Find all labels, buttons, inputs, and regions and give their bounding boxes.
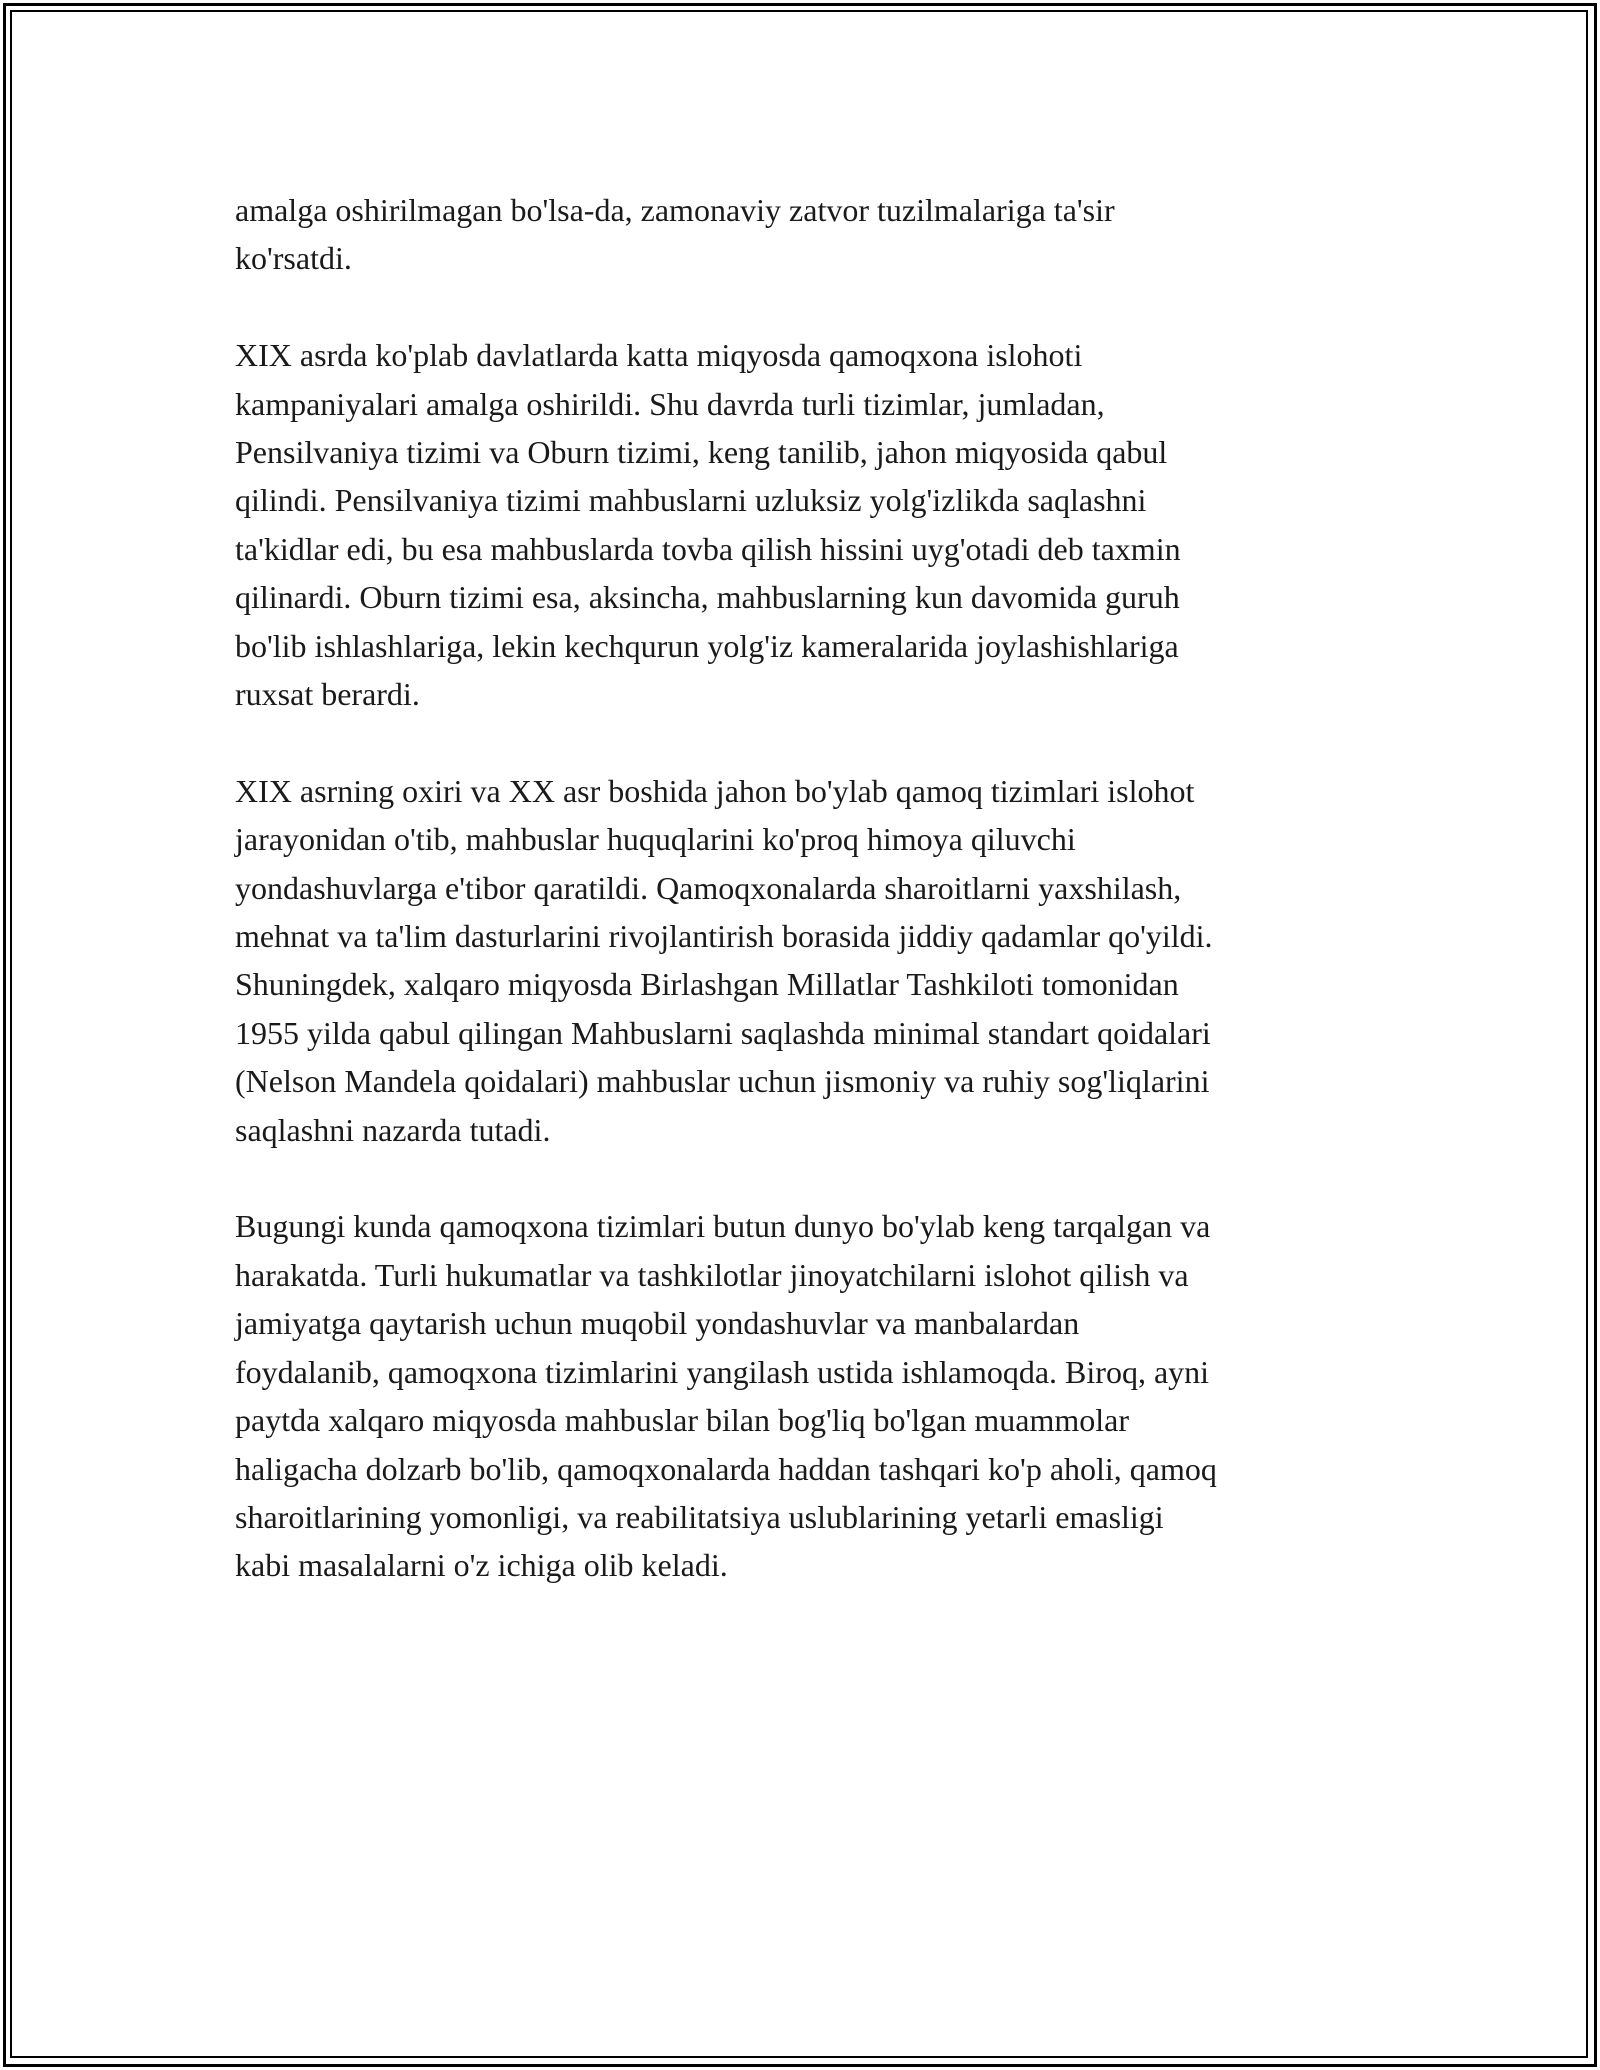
text-line: Pensilvaniya tizimi va Oburn tizimi, keng tanilib, jahon miqyosida qabul	[235, 434, 1168, 471]
text-line: mehnat va ta'lim dasturlarini rivojlantirish borasida jiddiy qadamlar qo'yildi.	[235, 918, 1213, 955]
paragraph-4	[235, 1202, 1375, 1589]
paragraph-2	[235, 331, 1375, 718]
text-line: jamiyatga qaytarish uchun muqobil yondashuvlar va manbalardan	[235, 1305, 1080, 1342]
text-line: qilinardi. Oburn tizimi esa, aksincha, mahbuslarning kun davomida guruh	[235, 579, 1180, 616]
text-line: amalga oshirilmagan bo'lsa-da, zamonaviy zatvor tuzilmalariga ta'sir	[235, 192, 1115, 228]
text-line: kabi masalalarni o'z ichiga olib keladi.	[235, 1547, 728, 1584]
text-line: ruxsat berardi.	[235, 676, 420, 713]
text-line: ta'kidlar edi, bu esa mahbuslarda tovba qilish hissini uyg'otadi deb taxmin	[235, 530, 1181, 567]
text-line: 1955 yilda qabul qilingan Mahbuslarni saqlashda minimal standart qoidalari	[235, 1014, 1211, 1051]
text-line: XIX asrda ko'plab davlatlarda katta miqyosda qamoqxona islohoti	[235, 337, 1083, 374]
text-line: yondashuvlarga e'tibor qaratildi. Qamoqxonalarda sharoitlarni yaxshilash,	[235, 869, 1182, 906]
text-line: saqlashni nazarda tutadi.	[235, 1111, 551, 1148]
text-line: harakatda. Turli hukumatlar va tashkilotlar jinoyatchilarni islohot qilish va	[235, 1256, 1189, 1293]
text-line: qilindi. Pensilvaniya tizimi mahbuslarni uzluksiz yolg'izlikda saqlashni	[235, 482, 1147, 519]
document-body	[235, 186, 1375, 1638]
text-line: paytda xalqaro miqyosda mahbuslar bilan bog'liq bo'lgan muammolar	[235, 1402, 1129, 1439]
text-line: sharoitlarining yomonligi, va reabilitatsiya uslublarining yetarli emasligi	[235, 1498, 1164, 1535]
text-line: XIX asrning oxiri va XX asr boshida jahon bo'ylab qamoq tizimlari islohot	[235, 772, 1195, 809]
text-line: foydalanib, qamoqxona tizimlarini yangilash ustida ishlamoqda. Biroq, ayni	[235, 1353, 1210, 1390]
text-line: (Nelson Mandela qoidalari) mahbuslar uchun jismoniy va ruhiy sog'liqlarini	[235, 1063, 1210, 1100]
text-line: jarayonidan o'tib, mahbuslar huquqlarini ko'proq himoya qiluvchi	[235, 821, 1076, 858]
text-line: ko'rsatdi.	[235, 240, 352, 277]
paragraph-3	[235, 767, 1375, 1154]
text-line: Bugungi kunda qamoqxona tizimlari butun dunyo bo'ylab keng tarqalgan va	[235, 1208, 1211, 1245]
text-line: bo'lib ishlashlariga, lekin kechqurun yolg'iz kameralarida joylashishlariga	[235, 627, 1179, 664]
text-line: kampaniyalari amalga oshirildi. Shu davrda turli tizimlar, jumladan,	[235, 385, 1105, 422]
text-line: Shuningdek, xalqaro miqyosda Birlashgan Millatlar Tashkiloti tomonidan	[235, 966, 1179, 1003]
text-line: haligacha dolzarb bo'lib, qamoqxonalarda haddan tashqari ko'p aholi, qamoq	[235, 1450, 1217, 1487]
paragraph-1	[235, 186, 1375, 283]
